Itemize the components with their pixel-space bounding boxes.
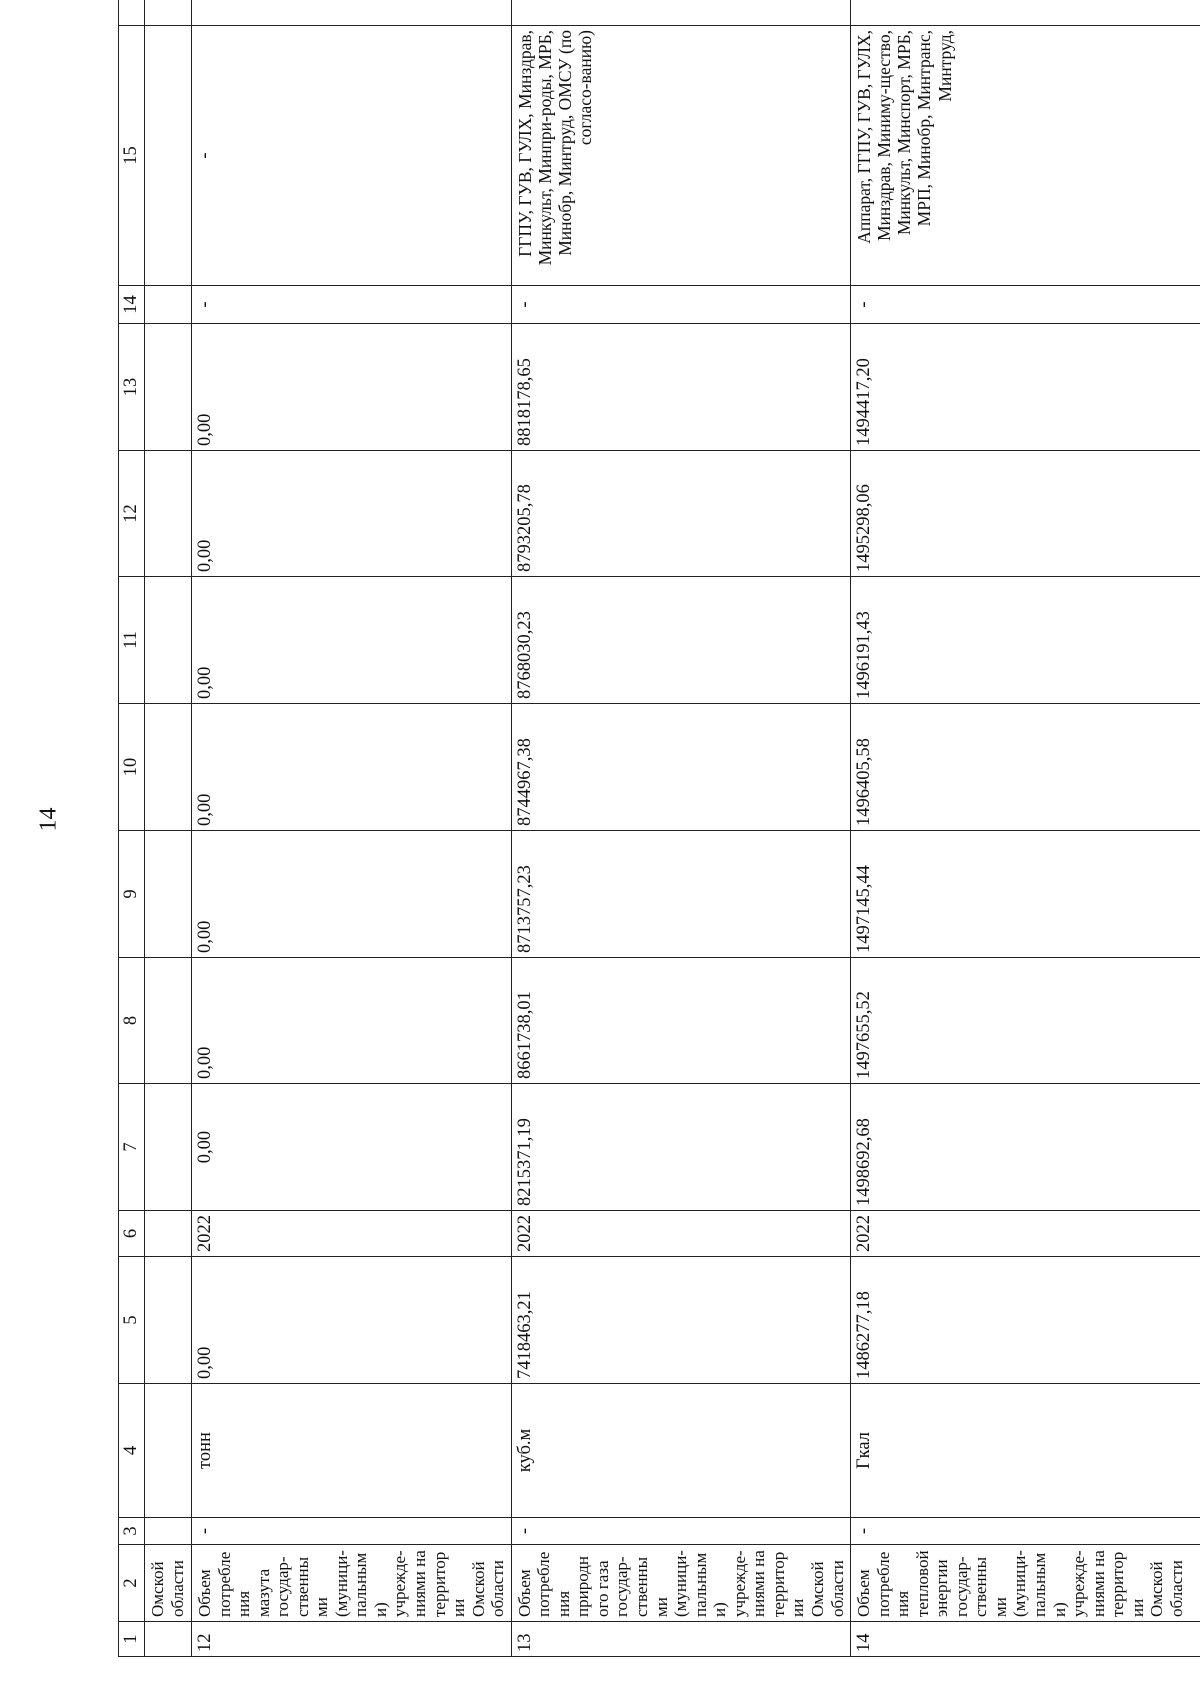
cell-dash: - [192,286,512,324]
target-value: 8744967,38 [511,704,850,831]
table-row [511,0,850,1657]
base-year: 2022 [511,1211,850,1257]
target-value: 8215371,19 [511,1084,850,1211]
column-number: 8 [119,958,145,1084]
row-number: 14 [851,1622,1200,1657]
column-number: 4 [119,1384,145,1518]
target-value: 0,00 [192,451,512,577]
target-value: 0,00 [192,958,512,1084]
indicator-name: Омской области [145,1545,192,1622]
responsible-bodies: - [192,26,512,286]
target-value: 1494417,20 [851,324,1200,451]
indicator-name: Объем потребления природного газа государ-ственными (муници-пальными) учрежде-ниями на территории Омской области [511,1545,850,1622]
cell-dash: - [851,1518,1200,1545]
column-number: 7 [119,1084,145,1211]
column-number [119,0,145,26]
column-number: 14 [119,286,145,324]
column-number: 15 [119,26,145,286]
target-value: 8661738,01 [511,958,850,1084]
target-value: 8818178,65 [511,324,850,451]
cell-dash [192,0,512,26]
cell-dash: - [192,1518,512,1545]
cell-dash: - [851,286,1200,324]
page-number: 14 [35,807,62,832]
unit-of-measure: Гкал [851,1384,1200,1518]
target-value: 1495298,06 [851,451,1200,577]
column-number: 5 [119,1257,145,1384]
indicator-table [118,0,1200,1657]
cell-dash [511,0,850,26]
indicator-name: Объем потребления тепловой энергии государ-ственными (муници-пальными) учрежде-ниями на территории Омской области [851,1545,1200,1622]
target-value: 0,00 [192,1084,512,1211]
column-number: 2 [119,1545,145,1622]
target-value: 8713757,23 [511,831,850,958]
cell-dash [851,0,1200,26]
column-number: 1 [119,1622,145,1657]
target-value: 0,00 [192,831,512,958]
target-value: 8768030,23 [511,577,850,704]
column-number-row [119,0,145,1657]
column-number: 3 [119,1518,145,1545]
target-value: 1497145,44 [851,831,1200,958]
column-number: 13 [119,324,145,451]
column-number: 6 [119,1211,145,1257]
table-frame [118,27,1200,1657]
row-number: 12 [192,1622,512,1657]
target-value: 1497655,52 [851,958,1200,1084]
target-value: 0,00 [192,324,512,451]
column-number: 11 [119,577,145,704]
base-year: 2022 [192,1211,512,1257]
base-value: 1486277,18 [851,1257,1200,1384]
target-value: 1496191,43 [851,577,1200,704]
target-value: 1496405,58 [851,704,1200,831]
base-value: 0,00 [192,1257,512,1384]
column-number: 10 [119,704,145,831]
unit-of-measure: куб.м [511,1384,850,1518]
rotated-table-container [118,27,1200,1657]
target-value: 0,00 [192,704,512,831]
cell-dash: - [511,1518,850,1545]
column-number: 9 [119,831,145,958]
cell-dash: - [511,286,850,324]
base-year: 2022 [851,1211,1200,1257]
responsible-bodies: ГГПУ, ГУВ, ГУЛХ, Минздрав, Минкульт, Минпри-роды, МРБ, Минобр, Минтруд, ОМСУ (по согласо-ванию) [511,26,850,286]
target-value: 0,00 [192,577,512,704]
table-row [192,0,512,1657]
target-value: 8793205,78 [511,451,850,577]
table-row [851,0,1200,1657]
target-value: 1498692,68 [851,1084,1200,1211]
unit-of-measure: тонн [192,1384,512,1518]
column-number: 12 [119,451,145,577]
row-number: 13 [511,1622,850,1657]
indicator-name: Объем потребления мазута государ-ственными (муници-пальными) учрежде-ниями на территории Омской области [192,1545,512,1622]
responsible-bodies: Аппарат, ГГПУ, ГУВ, ГУЛХ, Минздрав, Миниму-щество, Минкульт, Минспорт, МРБ, МРП, Минобр, Минтранс, Минтруд, [851,26,1200,286]
base-value: 7418463,21 [511,1257,850,1384]
continuation-row [145,0,192,1657]
